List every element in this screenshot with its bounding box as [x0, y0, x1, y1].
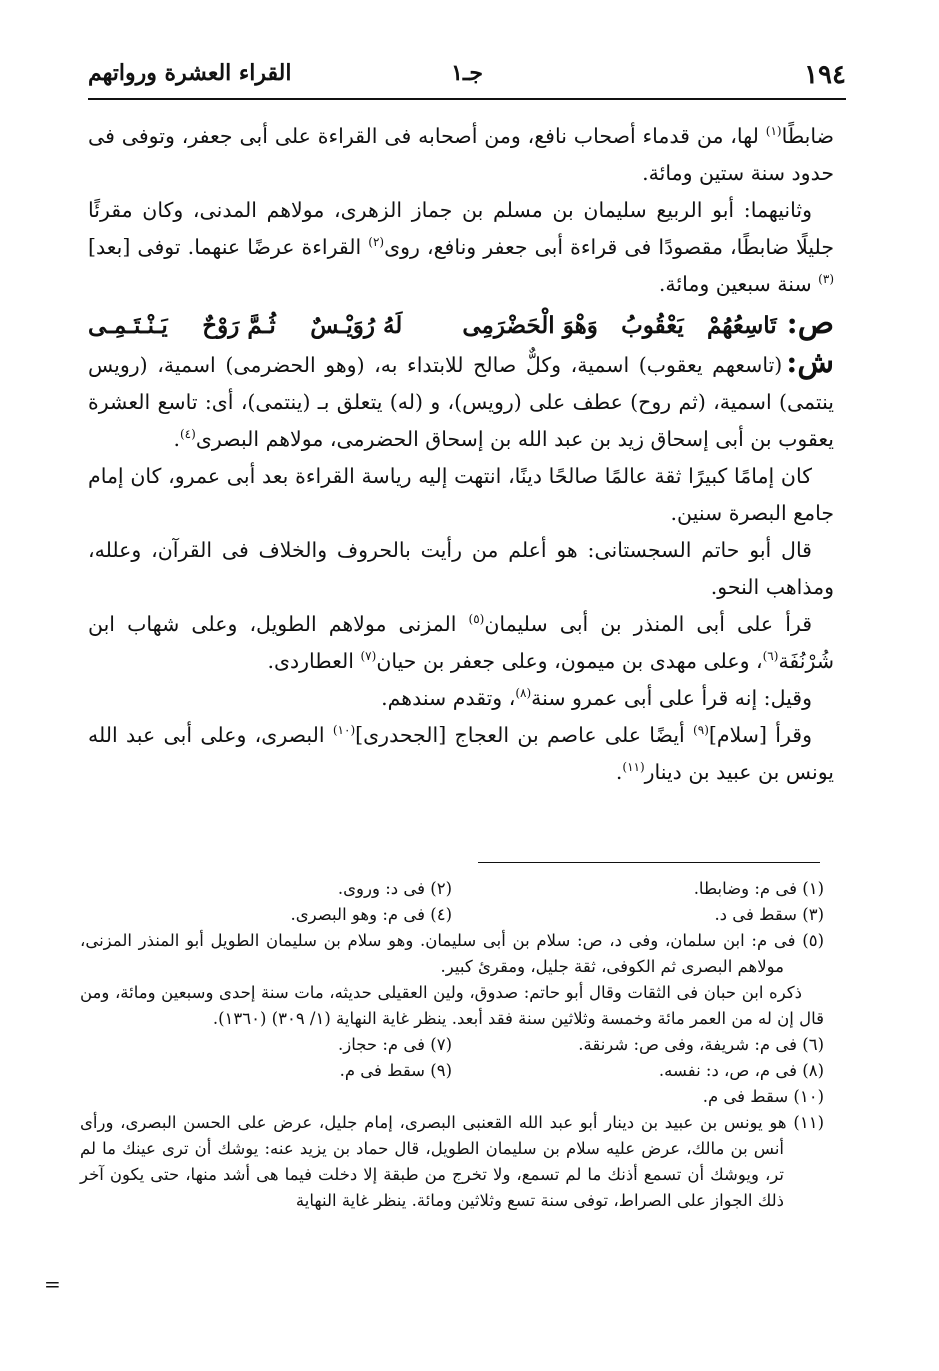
footnote-separator [478, 862, 820, 863]
footnote-ref-5: (٥) [468, 612, 485, 627]
footnote-ref-6: (٦) [762, 649, 779, 664]
footnote-8: (٨) فى م، ص، د: نفسه. [658, 1061, 824, 1080]
verse-first-hemistich: تَاسِعُهُمْ يَعْقُوبُ وَهْوَ الْحَضْرَمِى [462, 312, 777, 339]
volume-label: جـ١ [451, 60, 483, 86]
running-header [88, 58, 846, 96]
commentary-marker: ش: [786, 345, 834, 380]
footnote-10: (١٠) سقط فى م. [702, 1087, 824, 1106]
page-number: ١٩٤ [804, 60, 846, 90]
footnote-9: (٩) سقط فى م. [339, 1061, 452, 1080]
paragraph-6: وقيل: إنه قرأ على أبى عمرو سنة$^{(٨)}$، وتقدم سندهم. [381, 686, 812, 710]
paragraph-4: قال أبو حاتم السجستانى: هو أعلم من رأيت بالحروف والخلاف فى القرآن، وعلله، ومذاهب النحو. [88, 538, 834, 599]
footnote-3: (٣) سقط فى د. [714, 905, 824, 924]
footnote-ref-10: (١٠) [332, 723, 356, 738]
footnote-ref-4: (٤) [179, 427, 196, 442]
footnote-ref-3: (٣) [818, 272, 834, 287]
footnote-ref-9: (٩) [693, 723, 709, 738]
paragraph-2: وثانيهما: أبو الربيع سليمان بن مسلم بن جماز الزهرى، مولاهم المدنى، وكان مقرئًا جليلًا ضابطًا، مقصودًا فى قراءة أبى جعفر ونافع، روى$^{(٢)}$ القراءة عرضًا عنهما. توفى [بعد]$^{(٣)}$ سنة سبعين ومائة. [88, 198, 834, 296]
footnote-4: (٤) فى م: وهو البصرى. [290, 905, 452, 924]
footnote-ref-2: (٢) [368, 235, 385, 250]
footnote-5: (٥) فى م: ابن سلمان، وفى د، ص: سلام بن أبى سليمان. وهو سلام بن سليمان الطويل أبو المنذر المزنى، مولاهم البصرى ثم الكوفى، ثقة جليل، ومقرئ كبير. [80, 931, 824, 976]
footnote-ref-8: (٨) [515, 686, 532, 701]
paragraph-3: كان إمامًا كبيرًا ثقة عالمًا صالحًا دينًا، انتهت إليه رياسة القراءة بعد أبى عمرو، كان إمام جامع البصرة سنين. [88, 464, 834, 525]
commentary-paragraph: ش:(تاسعهم يعقوب) اسمية، وكلٌّ صالح للابتداء به، (وهو الحضرمى) اسمية، (رويس ينتمى) اسمية، (ثم روح) عطف على (رويس)، و (له) يتعلق بـ (ينتمى)، أى: تاسع العشرة يعقوب بن أبى إسحاق زيد بن عبد الله بن إسحاق الحضرمى، مولاهم البصرى$^{(٤)}$. [88, 345, 834, 451]
footnote-ref-11: (١١) [622, 760, 645, 775]
paragraph-5: قرأ على أبى المنذر بن أبى سليمان$^{(٥)}$ المزنى مولاهم الطويل، وعلى شهاب ابن شُرْنُفَة$^{(٦)}$، وعلى مهدى بن ميمون، وعلى جعفر بن حيان$^{(٧)}$ العطاردى. [88, 612, 834, 673]
continuation-mark: = [44, 1272, 61, 1296]
footnote-ref-1: (١) [765, 124, 782, 139]
verse-line [88, 305, 834, 344]
header-rule [88, 98, 846, 100]
paragraph-7: وقرأ [سلام]$^{(٩)}$ أيضًا على عاصم بن العجاج [الجحدرى]$^{(١٠)}$ البصرى، وعلى أبى عبد الله يونس بن عبيد بن دينار$^{(١١)}$. [88, 723, 834, 784]
footnote-1: (١) فى م: وضابطا. [693, 879, 824, 898]
footnote-5-continuation: ذكره ابن حبان فى الثقات وقال أبو حاتم: صدوق، ولين العقيلى حديثه، مات سنة إحدى وسبعين ومائة، ومن قال إن له من العمر مائة وخمسة وثلاثين سنة فقد أبعد. ينظر غاية النهاية (١/ ٣٠٩) (١٣٦٠). [80, 983, 824, 1028]
footnote-ref-7: (٧) [360, 649, 377, 664]
footnote-2: (٢) فى د: وروى. [337, 879, 452, 898]
verse-marker: ص: [786, 306, 834, 341]
footnote-6: (٦) فى م: شريفة، وفى ص: شرنقة. [578, 1035, 824, 1054]
footnotes [80, 876, 824, 1214]
main-text [88, 118, 834, 791]
verse-second-hemistich: لَهُ رُوَيْـسٌ ثُـمَّ رَوْحٌ يَـنْـتَـمِـى [88, 312, 403, 339]
footnote-7: (٧) فى م: حجاز. [338, 1035, 452, 1054]
running-title: القراء العشرة ورواتهم [88, 60, 292, 86]
paragraph-1: ضابطًا$^{(١)}$ لها، من قدماء أصحاب نافع، ومن أصحابه فى القراءة على أبى جعفر، وتوفى فى حدود سنة ستين ومائة. [88, 124, 834, 185]
footnote-11: (١١) هو يونس بن عبيد بن دينار أبو عبد الله القعنبى البصرى، إمام جليل، عرض على الحسن البصرى، ورأى أنس بن مالك، عرض عليه سلام بن سليمان الطويل، قال حماد بن يزيد عنه: يوشك أن ترى عينك ما لم تر، ويوشك أن تسمع أذنك ما لم تسمع، ولا تخرج من طبقة إلا دخلت فيما هى أشد منها، حتى يكون آخر ذلك الجواز على الصراط، توفى سنة تسع وثلاثين ومائة. ينظر غاية النهاية [80, 1113, 824, 1210]
